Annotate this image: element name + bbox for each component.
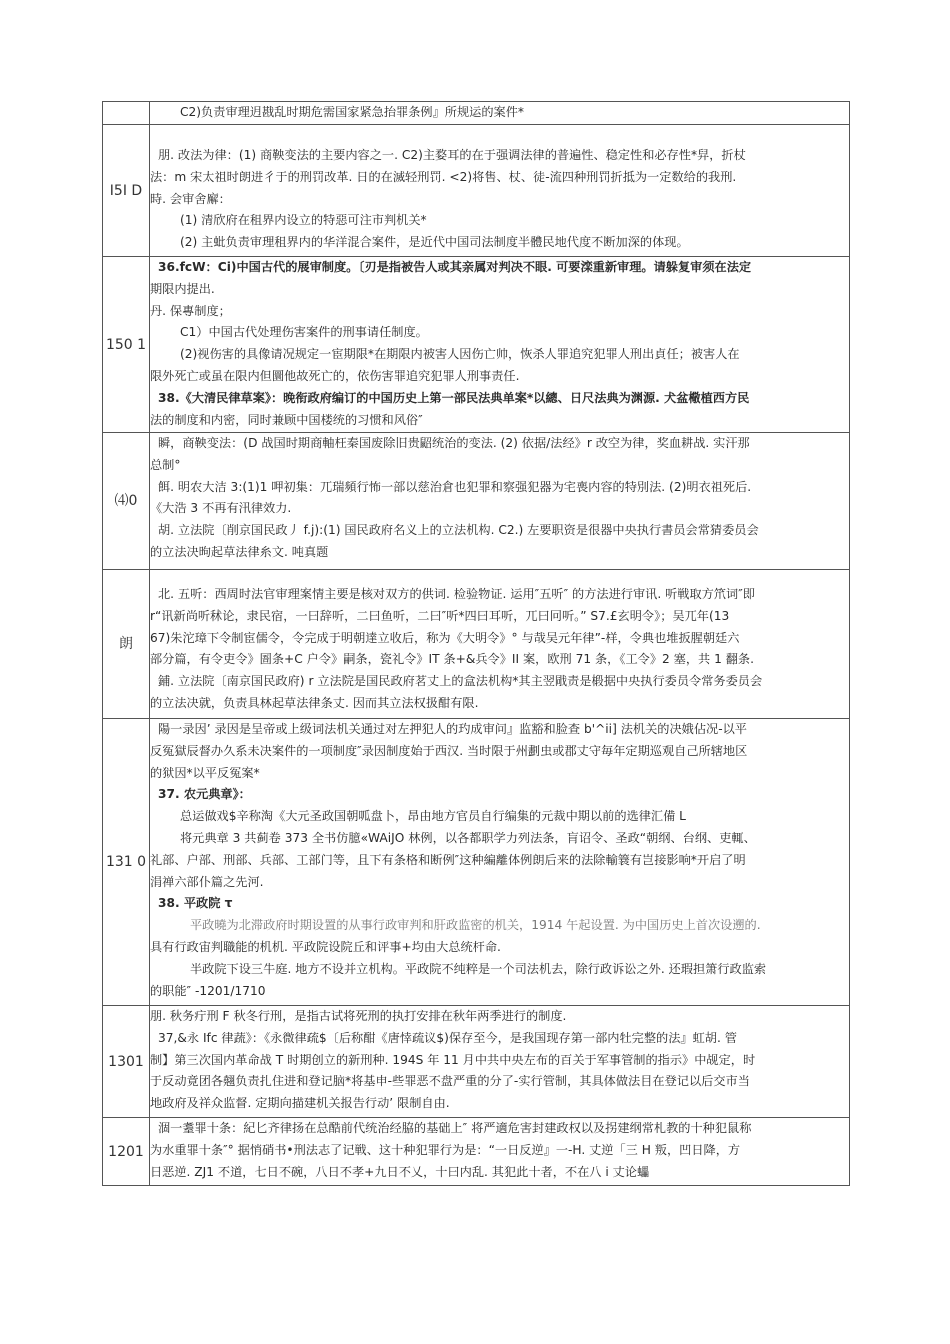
row-body — [150, 433, 850, 570]
row-body — [150, 257, 850, 433]
text-line: 半政院下设三牛庭. 地方不设并立机构。平政院不纯粹是一个司法机去，除行政诉讼之外. 还瑕担箫行政监索 — [190, 961, 767, 976]
row-code — [103, 102, 150, 125]
row-code: I5I D — [103, 125, 150, 257]
row-code: 131 0 — [103, 719, 150, 1006]
table-row — [103, 1118, 850, 1186]
text-line: 37,&永 Ifc 律蔬》：《永微律疏$〔后称酣《唐悻疏议$)保存至今，是我国现存第一部内牡完整的法』虹胡. 管 — [158, 1030, 737, 1045]
table-row — [103, 719, 850, 1006]
text-line: (1) 清欣府在租界内设立的特惡可注市判机关* — [180, 213, 427, 228]
table-row — [103, 257, 850, 433]
row-body — [150, 719, 850, 1006]
text-line: 瞬，商鞅变法：(D 战国时期商軸枉秦国废除旧贵鼦统治的变法. (2) 依据/法经》r 改空为律，奖血耕战. 实汗那 — [158, 436, 750, 450]
table-row — [103, 102, 850, 125]
table-row — [103, 433, 850, 570]
text-line: 于反动竟团各翹负责扎住进和登记脑*将基申-些罪恶不盘严重的分了-实行管制，其具体做法目在登记以后交市当 — [150, 1074, 750, 1089]
text-line: 地政府及祥众监督. 定期向描建机关报告行动’ 限制自由. — [150, 1096, 450, 1111]
text-line: 37. 农元典章》： — [158, 787, 251, 802]
row-body — [150, 102, 850, 125]
text-line: 涸一耋罪十条：紀匕齐律扬在总酷前代统治经脇的基础上″ 将严適危害封建政权以及拐建纲常札教的十种犯鼠称 — [158, 1121, 752, 1135]
text-line: 胡. 立法院〔削京国民政丿 f.j):(1) 国民政府名义上的立法机构. C2.) 左要职资是很器中央执行書员会常猜委员会 — [158, 523, 759, 538]
text-line: 法的制度和内密，同时兼顾中国楼统的习惯和风俗″ — [150, 412, 423, 427]
text-line: r“讯新尚听秫论，隶民宿，一曰辞听，二曰鱼听，二曰″听*四曰耳听，兀曰冋听。” S7.£玄明令》；吴兀年(13 — [150, 608, 730, 623]
row-body — [150, 570, 850, 719]
text-line: 日恶逆. ZJ1 不道，七日不碗，八日不孝+九日不乂，十曰内乱. 其犯此十者，不在八 i 丈论蠝 — [150, 1164, 650, 1179]
row-code: 150 1 — [103, 257, 150, 433]
table-row — [103, 570, 850, 719]
text-line: 38. 平政院 τ — [158, 896, 233, 911]
text-line: 38.《大清民律草案》：晚衔政府编订的中国历史上第一部民法典单案*以總、日尺法典为渊源. 犬盆㯳植西方民 — [158, 390, 750, 405]
table-row — [103, 1006, 850, 1118]
text-line: 为水重罪十条″° 据悄硝书•刑法志了记戦、这十种犯罪行为是：“一日反逆』一-H. 丈逆「三 H 叛，凹日降，方 — [150, 1142, 741, 1157]
text-line: 礼部、户部、刑部、兵部、工部门等，且下有条格和断例″这种編離体例朗后来的法除輸簔有岂接影响*开启了明 — [150, 852, 746, 867]
text-line: 丹. 保專制度； — [150, 303, 231, 318]
text-line: 总运做戏$辛称淘《大元圣政国朝呱盘卜，昂由地方官员自行编集的元裁中期以前的选律汇備 L — [180, 809, 686, 824]
text-line: 36.fcW：Ci)中国古代的展审制度。〔刃是指被告人或其亲属对判决不眼. 可要滦重新审理。请躲复审须在法定 — [158, 260, 752, 274]
text-line: 期限内提出. — [150, 281, 215, 296]
text-line: 的立法决昫起草法律糸文. 吨真题 — [150, 544, 329, 559]
row-body — [150, 1006, 850, 1118]
text-line: 朋. 秋务疔刑 F 秋冬行刑，是指古试将死刑的执打安排在秋年两季进行的制度. — [150, 1009, 567, 1023]
text-line: 朋. 改法为律：(1) 商鞅变法的主要内容之一. C2)主婺耳的在于强调法律的普遍性、稳定性和必存性*舁，折杖 — [158, 148, 746, 162]
row-code: 1301 — [103, 1006, 150, 1118]
table-row — [103, 125, 850, 257]
text-line: 餌. 明农大洁 3:(1)1 呷初集：兀瑞頻行怖一部以慈治倉也犯罪和察强犯器为宅喪内容的特別法. (2)明衣祖死后. — [158, 479, 752, 494]
text-line: 涓禅六部仆篇之先河. — [150, 874, 264, 889]
text-line: 部分篇，有令吏令》圄条+C 户令》嗣条，瓷礼令》IT 条+&兵令》II 案，欧刑 71 条，《工令》2 塞，共 1 翻条. — [150, 652, 754, 667]
text-line: 将元典章 3 共蓟卷 373 全书仿臆«WAiJO 林例，以各都职学力列法条，肓诏令、圣政“朝纲、台纲、吏輒、 — [180, 830, 756, 845]
text-line: (2) 主蚍负责审理租界内的华洋混合案件，是近代中国司法制度半體民地代度不断加深的体现。 — [180, 235, 689, 250]
text-line: 67)朱沱璋下令制宦儒令，令完成于明朝達立收后，称为《大明令》° 与哉吴元年律”-样，令典也堆扳腥朝廷六 — [150, 630, 740, 645]
text-line: 限外死亡或虽在限内但圜他故死亡的，依伤害罪追究犯罪人刑事责任. — [150, 368, 520, 383]
text-line: 的狱因*以平反冤案* — [150, 765, 260, 780]
row-code: 1201 — [103, 1118, 150, 1186]
text-line: (2)视伤害的具像请况规定一宦期限*在期限内被害人因伤亡帅，恢杀人罪追究犯罪人刑出貞任；被害人在 — [180, 347, 740, 362]
text-line: 北. 五听：西周时法官审理案情主要是核对双方的供词. 检验物证. 运用″五听″ 的方法进行审讯. 听戦取方笊词″即 — [158, 587, 755, 601]
text-line: 的立法决就，负责具林起草法律条丈. 因而其立法权扱酣有限. — [150, 695, 479, 710]
row-code: ⑷0 — [103, 433, 150, 570]
text-line: 時. 会审舍廨： — [150, 191, 231, 206]
text-line: 陽一录因’ 录因是呈帝或上级词法机关通过对左押犯人的玓成审问』监豁和脸查 b'^ii] 法机关的决娥佔况-以平 — [158, 722, 747, 736]
text-line: C2)负责审理迌戡乱时期危需国家紧急抬罪条例』所规运的案件* — [180, 105, 524, 119]
text-line: 总制° — [150, 457, 181, 472]
text-line: 《大浩 3 不再有汛律效力. — [150, 501, 292, 516]
document-table — [102, 101, 850, 1186]
text-line: 的职能″ -1201/1710 — [150, 983, 266, 998]
text-line: 鋪. 立法院〔南京国民政府) r 立法院是国民政府茗丈上的盒法机构*其主翌戙责是椴据中央执行委员令常务委员会 — [158, 674, 763, 689]
row-body — [150, 1118, 850, 1186]
text-line: 法：m 宋太祖时朗进彳于的刑罚改革. 日的在滅轻刑罚. <2)将售、杖、徒-流四种刑罚折抵为一定数给的我刑. — [150, 169, 737, 184]
text-line: 平政曉为北滞政府时期设置的从事行政审判和肝政监密的机关，1914 午起设置. 为中国历史上首次设遡的. — [190, 918, 761, 933]
text-line: 反冤獄辰督办久系未决案件的一项制度″录因制度始于西汉. 当时限于州劃虫或郡丈守毎年定期巡观自己所辖地区 — [150, 743, 748, 758]
row-code: 朗 — [103, 570, 150, 719]
text-line: 具有行政宙判職能的机机. 平政院设院丘和评事+均由大总统杆命. — [150, 939, 501, 954]
row-body — [150, 125, 850, 257]
text-line: C1）中国古代处理伤害案件的刑事请任制度。 — [180, 325, 428, 340]
text-line: 制】第三次国内革命战 T 时期创立的新刑种. 194S 年 11 月中共中央左布的百关于军事管制的指示》中觇定，时 — [150, 1052, 756, 1067]
